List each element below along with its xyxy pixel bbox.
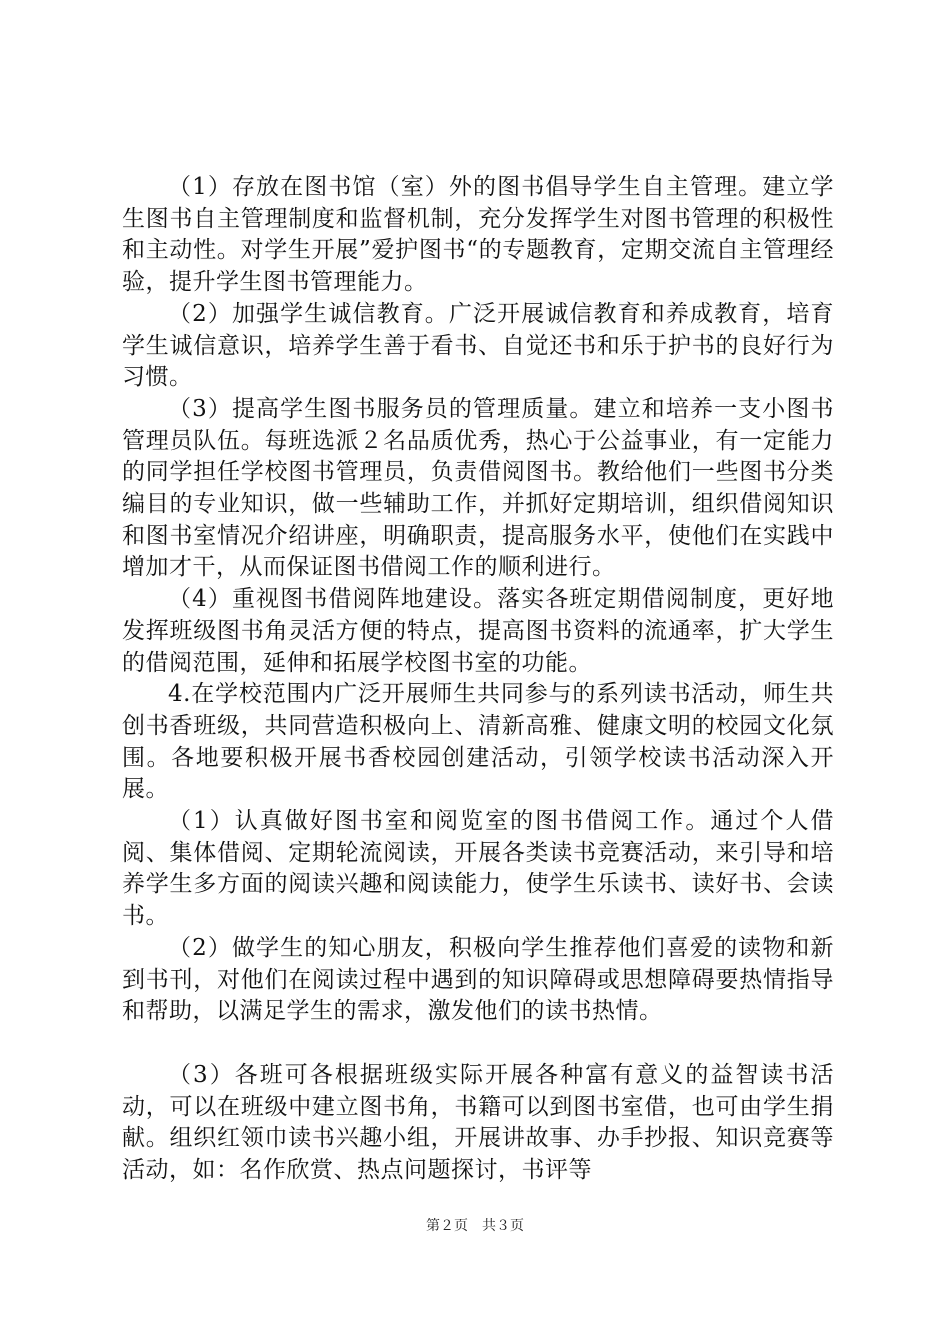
page-footer: 第２页 共３页 (426, 1218, 524, 1234)
paragraph-2: （2）加强学生诚信教育。广泛开展诚信教育和养成教育，培育学生诚信意识，培养学生善于看书、自觉还书和乐于护书的良好行为习惯。 (122, 300, 834, 391)
paragraph-8: （3）各班可各根据班级实际开展各种富有意义的益智读书活动，可以在班级中建立图书角，书籍可以到图书室借，也可由学生捐献。组织红领巾读书兴趣小组，开展讲故事、办手抄报、知识竞赛等活动，如：名作欣赏、热点问题探讨，书评等 (122, 1061, 834, 1184)
paragraph-3: （3）提高学生图书服务员的管理质量。建立和培养一支小图书管理员队伍。每班选派２名品质优秀，热心于公益事业，有一定能力的同学担任学校图书管理员，负责借阅图书。教给他们一些图书分类编目的专业知识，做一些辅助工作，并抓好定期培训，组织借阅知识和图书室情况介绍讲座，明确职责，提高服务水平，使他们在实践中增加才干，从而保证图书借阅工作的顺利进行。 (122, 395, 834, 581)
paragraph-6: （1）认真做好图书室和阅览室的图书借阅工作。通过个人借阅、集体借阅、定期轮流阅读，开展各类读书竞赛活动，来引导和培养学生多方面的阅读兴趣和阅读能力，使学生乐读书、读好书、会读书。 (122, 808, 834, 930)
paragraph-4: （4）重视图书借阅阵地建设。落实各班定期借阅制度，更好地发挥班级图书角灵活方便的特点，提高图书资料的流通率，扩大学生的借阅范围，延伸和拓展学校图书室的功能。 (122, 586, 834, 676)
document-body (122, 172, 834, 1187)
paragraph-7: （2）做学生的知心朋友，积极向学生推荐他们喜爱的读物和新到书刊，对他们在阅读过程中遇到的知识障碍或思想障碍要热情指导和帮助，以满足学生的需求，激发他们的读书热情。 (122, 934, 834, 1025)
paragraph-1: （1）存放在图书馆（室）外的图书倡导学生自主管理。建立学生图书自主管理制度和监督机制，充分发挥学生对图书管理的积极性和主动性。对学生开展”爱护图书“的专题教育，定期交流自主管理经验，提升学生图书管理能力。 (122, 174, 834, 296)
paragraph-5: 4.在学校范围内广泛开展师生共同参与的系列读书活动，师生共创书香班级，共同营造积极向上、清新高雅、健康文明的校园文化氛围。各地要积极开展书香校园创建活动，引领学校读书活动深入开展。 (122, 681, 834, 803)
